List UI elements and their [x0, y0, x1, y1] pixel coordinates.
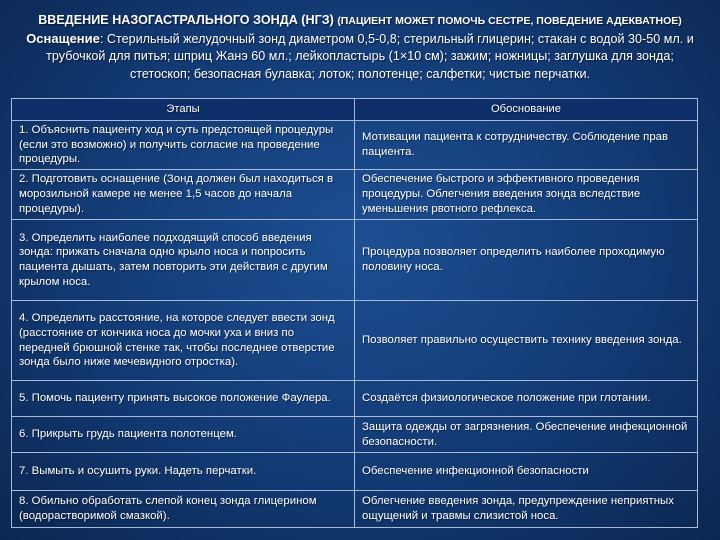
- step-cell: 1. Объяснить пациенту ход и суть предстоящей процедуры (если это возможно) и получить согласие на проведение процедуры.: [12, 121, 355, 170]
- step-cell: 7. Вымыть и осушить руки. Надеть перчатки.: [12, 453, 355, 491]
- rationale-cell: Создаётся физиологическое положение при глотании.: [355, 381, 698, 417]
- table-row: [12, 417, 698, 453]
- step-cell: 2. Подготовить оснащение (Зонд должен был находиться в морозильной камере не менее 1,5 часов до начала процедуры).: [12, 170, 355, 220]
- rationale-cell: Позволяет правильно осуществить технику введения зонда.: [355, 301, 698, 381]
- step-cell: 8. Обильно обработать слепой конец зонда глицерином (водорастворимой смазкой).: [12, 491, 355, 528]
- table-header-row: [12, 99, 698, 121]
- rationale-cell: Обеспечение быстрого и эффективного проведения процедуры. Облегчения введения зонда вследствие уменьшения рвотного рефлекса.: [355, 170, 698, 220]
- table-row: [12, 170, 698, 220]
- rationale-cell: Обеспечение инфекционной безопасности: [355, 453, 698, 491]
- page-subtitle: (ПАЦИЕНТ МОЖЕТ ПОМОЧЬ СЕСТРЕ, ПОВЕДЕНИЕ АДЕКВАТНОЕ): [337, 15, 682, 27]
- rationale-cell: Защита одежды от загрязнения. Обеспечение инфекционной безопасности.: [355, 417, 698, 453]
- slide-header: [22, 12, 698, 83]
- step-cell: 3. Определить наиболее подходящий способ введения зонда: прижать сначала одно крыло носа и попросить пациента дышать, затем повторить эти действия с другим крылом носа.: [12, 220, 355, 301]
- table-row: [12, 381, 698, 417]
- rationale-cell: Процедура позволяет определить наиболее проходимую половину носа.: [355, 220, 698, 301]
- table-row: [12, 220, 698, 301]
- equipment-label: Оснащение: [26, 31, 100, 47]
- table-row: [12, 491, 698, 528]
- table-row: [12, 301, 698, 381]
- page-title: ВВЕДЕНИЕ НАЗОГАСТРАЛЬНОГО ЗОНДА (НГЗ): [38, 13, 334, 27]
- step-cell: 5. Помочь пациенту принять высокое положение Фаулера.: [12, 381, 355, 417]
- equipment-text: : Стерильный желудочный зонд диаметром 0,5-0,8; стерильный глицерин; стакан с водой 30-50 мл. и трубочкой для питья; шприц Жанэ 60 мл.; лейкопластырь (1×10 см); зажим; ножницы; заглушка для зонда; стетоскоп; безопасная булавка; лоток; полотенце; салфетки; чистые перчатки.: [46, 32, 694, 81]
- column-header-rationale: Обоснование: [355, 99, 698, 121]
- table-row: [12, 121, 698, 170]
- table-row: [12, 453, 698, 491]
- step-cell: 6. Прикрыть грудь пациента полотенцем.: [12, 417, 355, 453]
- rationale-cell: Мотивации пациента к сотрудничеству. Соблюдение прав пациента.: [355, 121, 698, 170]
- rationale-cell: Облегчение введения зонда, предупреждение неприятных ощущений и травмы слизистой носа.: [355, 491, 698, 528]
- step-cell: 4. Определить расстояние, на которое следует ввести зонд (расстояние от кончика носа до мочки уха и вниз по передней брюшной стенке так, чтобы последнее отверстие зонда было ниже мечевидного отростка).: [12, 301, 355, 381]
- procedure-table: [11, 98, 698, 528]
- column-header-stages: Этапы: [12, 99, 355, 121]
